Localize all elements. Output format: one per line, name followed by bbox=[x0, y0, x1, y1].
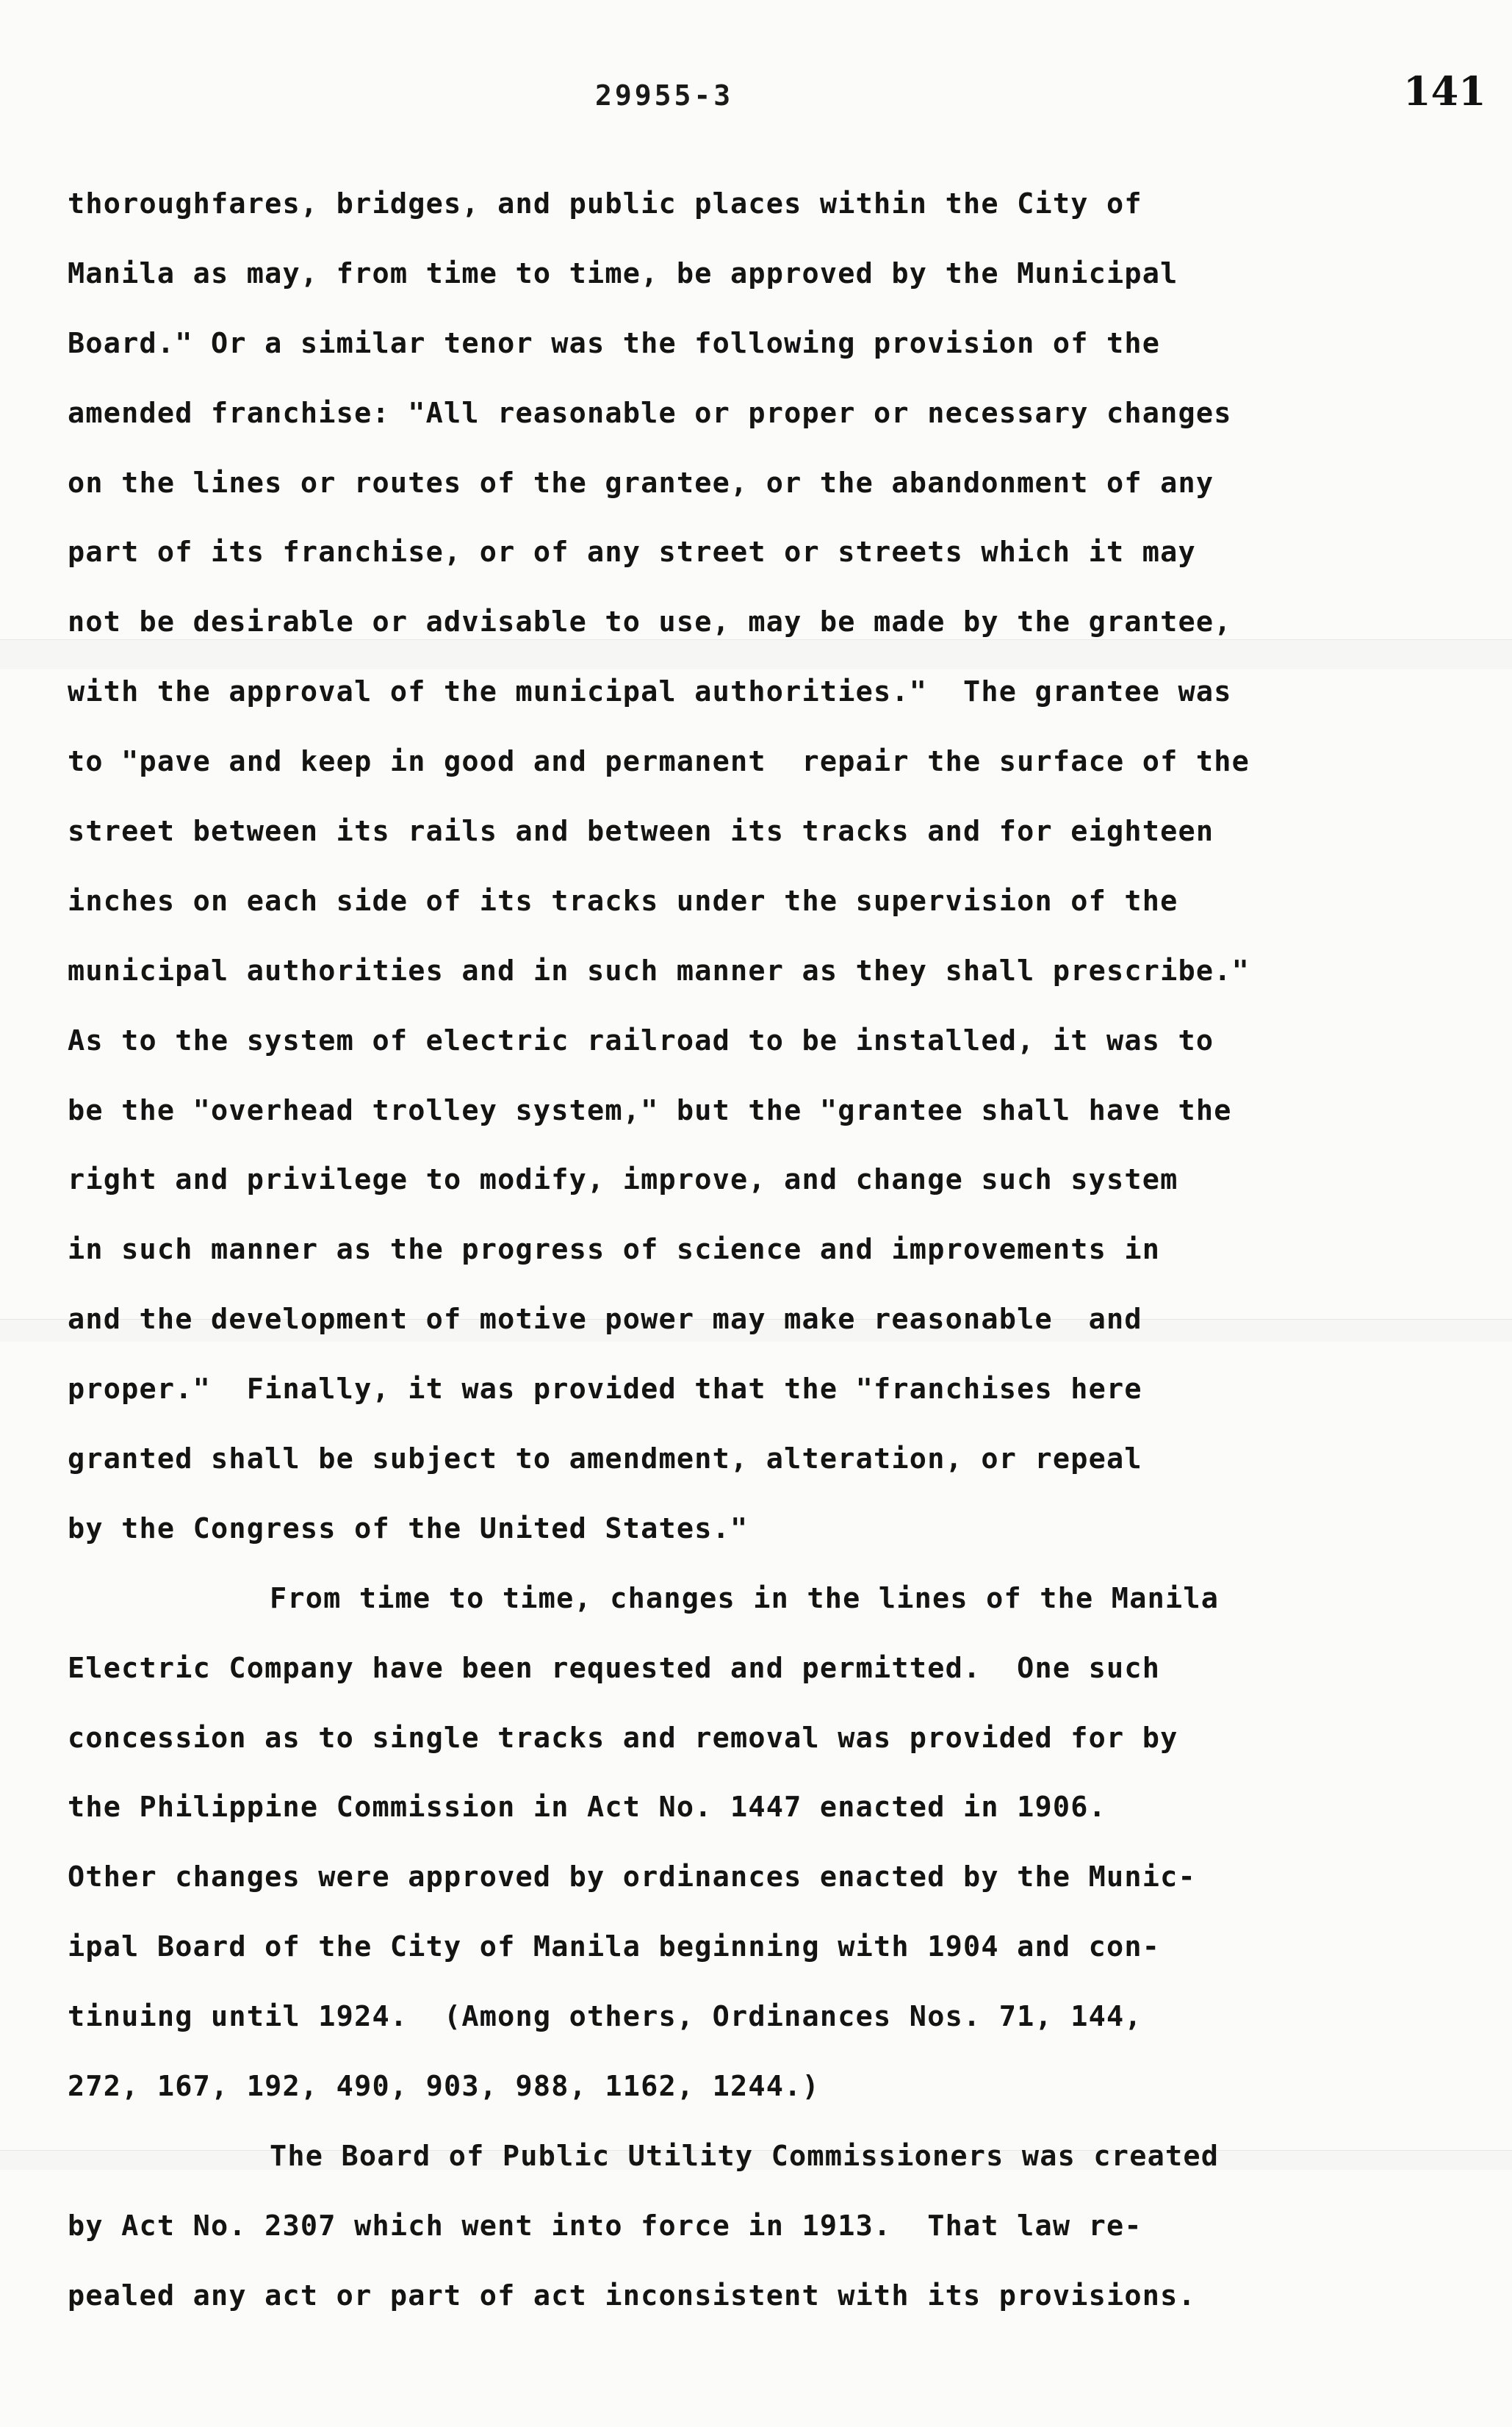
typewritten-body bbox=[68, 182, 1464, 2344]
text-line: concession as to single tracks and removal was provided for by bbox=[68, 1721, 1178, 1755]
text-line: not be desirable or advisable to use, may be made by the grantee, bbox=[68, 605, 1232, 639]
text-line: street between its rails and between its tracks and for eighteen bbox=[68, 815, 1214, 849]
page-number: 141 bbox=[1403, 68, 1486, 115]
text-line: thoroughfares, bridges, and public places within the City of bbox=[68, 187, 1142, 220]
text-line: ipal Board of the City of Manila beginning with 1904 and con- bbox=[68, 1930, 1161, 1964]
text-line: right and privilege to modify, improve, and change such system bbox=[68, 1163, 1178, 1197]
text-line: in such manner as the progress of science and improvements in bbox=[68, 1233, 1161, 1267]
text-line: Manila as may, from time to time, be approved by the Municipal bbox=[68, 256, 1178, 290]
text-line: inches on each side of its tracks under the supervision of the bbox=[68, 884, 1178, 918]
text-line: Electric Company have been requested and permitted. One such bbox=[68, 1651, 1161, 1685]
text-line: proper." Finally, it was provided that the "franchises here bbox=[68, 1373, 1142, 1406]
text-line: From time to time, changes in the lines of the Manila bbox=[270, 1581, 1220, 1615]
text-line: by Act No. 2307 which went into force in 1913. That law re- bbox=[68, 2209, 1142, 2243]
text-line: tinuing until 1924. (Among others, Ordinances Nos. 71, 144, bbox=[68, 2000, 1142, 2034]
text-line: pealed any act or part of act inconsistent with its provisions. bbox=[68, 2279, 1196, 2312]
document-number: 29955-3 bbox=[595, 79, 734, 112]
text-line: be the "overhead trolley system," but the "grantee shall have the bbox=[68, 1093, 1232, 1127]
text-line: 272, 167, 192, 490, 903, 988, 1162, 1244.) bbox=[68, 2070, 820, 2104]
text-line: part of its franchise, or of any street or streets which it may bbox=[68, 536, 1196, 569]
text-line: to "pave and keep in good and permanent repair the surface of the bbox=[68, 745, 1250, 779]
text-line: The Board of Public Utility Commissioners was created bbox=[270, 2139, 1220, 2173]
text-line: amended franchise: "All reasonable or proper or necessary changes bbox=[68, 396, 1232, 430]
text-line: Other changes were approved by ordinances enacted by the Munic- bbox=[68, 1860, 1196, 1894]
text-line: As to the system of electric railroad to be installed, it was to bbox=[68, 1024, 1214, 1057]
text-line: municipal authorities and in such manner as they shall prescribe." bbox=[68, 954, 1250, 988]
text-line: granted shall be subject to amendment, alteration, or repeal bbox=[68, 1442, 1142, 1476]
text-line: Board." Or a similar tenor was the following provision of the bbox=[68, 326, 1161, 360]
text-line: and the development of motive power may make reasonable and bbox=[68, 1303, 1142, 1337]
text-line: by the Congress of the United States." bbox=[68, 1511, 749, 1545]
text-line: with the approval of the municipal authorities." The grantee was bbox=[68, 675, 1232, 709]
text-line: on the lines or routes of the grantee, or the abandonment of any bbox=[68, 466, 1214, 500]
text-line: the Philippine Commission in Act No. 1447 enacted in 1906. bbox=[68, 1791, 1106, 1824]
